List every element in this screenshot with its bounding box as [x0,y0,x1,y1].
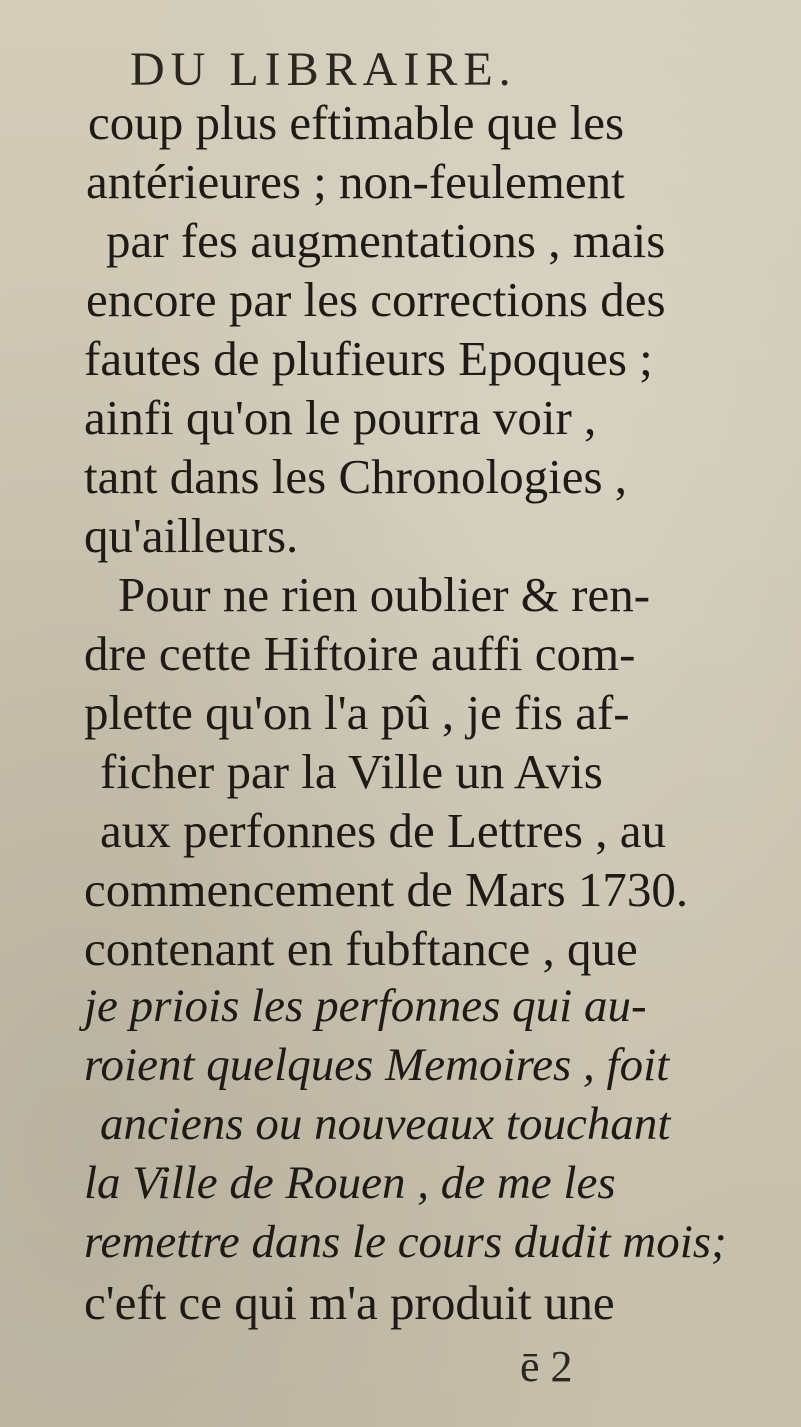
text-line-11: plette qu'on l'a pû , je fis af- [84,685,630,740]
text-line-10: dre cette Hiftoire auffi com- [84,626,636,681]
signature-mark: ē 2 [520,1342,573,1391]
text-line-13: aux perfonnes de Lettres , au [100,803,666,858]
text-line-4: encore par les corrections des [86,272,666,327]
text-line-18: anciens ou nouveaux touchant [100,1098,671,1150]
text-line-21: c'eft ce qui m'a produit une [84,1275,615,1330]
text-line-14: commencement de Mars 1730. [84,862,689,917]
text-line-19: la Ville de Rouen , de me les [84,1157,616,1209]
text-line-20: remettre dans le cours dudit mois; [84,1216,727,1268]
text-line-1: coup plus eftimable que les [88,95,625,150]
text-line-17: roient quelques Memoires , foit [84,1039,670,1091]
text-line-7: tant dans les Chronologies , [84,449,628,504]
text-line-5: fautes de plufieurs Epoques ; [84,331,653,386]
text-line-12: ficher par la Ville un Avis [100,744,603,799]
text-line-15: contenant en fubftance , que [84,921,638,976]
text-line-2: antérieures ; non-feulement [86,154,625,209]
text-line-6: ainfi qu'on le pourra voir , [84,390,597,445]
running-head: DU LIBRAIRE. [130,43,517,96]
text-line-16: je priois les perfonnes qui au- [84,980,647,1032]
text-line-3: par fes augmentations , mais [106,213,666,268]
text-line-8: qu'ailleurs. [84,508,299,563]
text-line-9: Pour ne rien oublier & ren- [118,567,651,622]
